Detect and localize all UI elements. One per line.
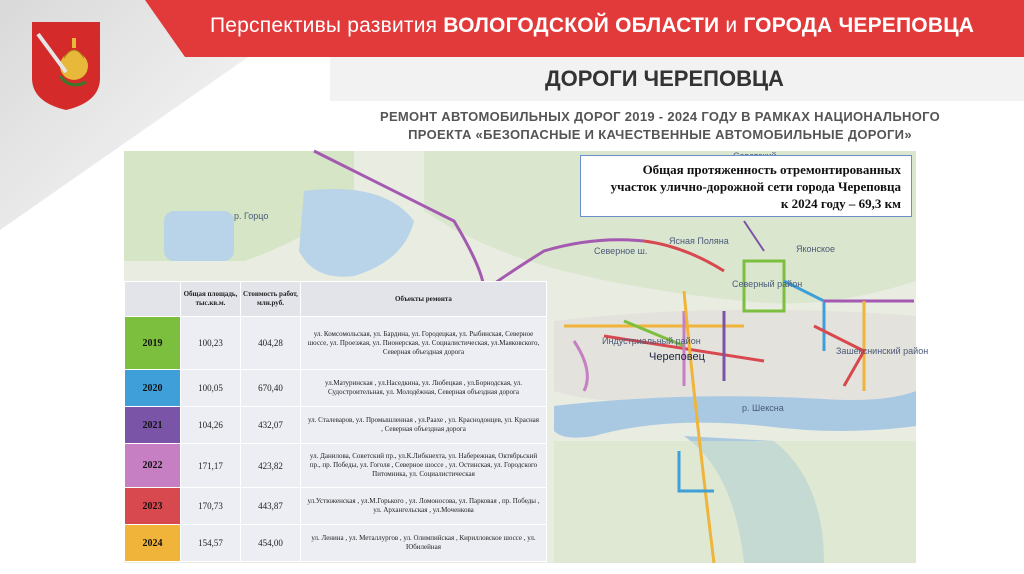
table-cell-year: 2020 bbox=[125, 370, 181, 407]
table-cell-cost: 454,00 bbox=[241, 525, 301, 562]
table-cell-objects: ул.Устюженская , ул.М.Горького , ул. Ломоносова, ул. Парковая , пр. Победы , ул. Архангельская , ул.Моченкова bbox=[301, 488, 547, 525]
table-row bbox=[125, 317, 547, 370]
table-cell-objects: ул. Сталеваров, ул. Промышленная , ул.Раахе , ул. Краснодонцев, ул. Красная , Северная объездная дорога bbox=[301, 407, 547, 444]
table-header: Стоимость работ, млн.руб. bbox=[241, 282, 301, 317]
table-row bbox=[125, 525, 547, 562]
table-header: Объекты ремонта bbox=[301, 282, 547, 317]
table-cell-year: 2022 bbox=[125, 444, 181, 488]
info-line: Общая протяженность отремонтированных bbox=[642, 162, 901, 177]
map-label-severnoe-shosse: Северное ш. bbox=[594, 246, 648, 256]
table-cell-cost: 404,28 bbox=[241, 317, 301, 370]
table-row bbox=[125, 488, 547, 525]
table-cell-area: 100,23 bbox=[181, 317, 241, 370]
map-label-gorodok: р. Горцо bbox=[234, 211, 269, 221]
table-cell-cost: 423,82 bbox=[241, 444, 301, 488]
table-cell-area: 100,05 bbox=[181, 370, 241, 407]
map-label-industrial: Индустриальный район bbox=[602, 336, 701, 346]
total-length-info-box bbox=[580, 155, 912, 217]
table-row bbox=[125, 370, 547, 407]
table-cell-cost: 432,07 bbox=[241, 407, 301, 444]
subtitle-line: ПРОЕКТА «БЕЗОПАСНЫЕ И КАЧЕСТВЕННЫЕ АВТОМОБИЛЬНЫЕ ДОРОГИ» bbox=[408, 127, 912, 142]
table-cell-objects: ул.Матуринская , ул.Наседкина, ул. Любецкая , ул.Борнодская, ул. Судостроительная, ул. Молодёжная, Северная объездная дорога bbox=[301, 370, 547, 407]
table-row bbox=[125, 444, 547, 488]
table-cell-year: 2019 bbox=[125, 317, 181, 370]
map-label-sheksna: р. Шексна bbox=[742, 403, 784, 413]
table-header: Общая площадь, тыс.кв.м. bbox=[181, 282, 241, 317]
table-cell-cost: 443,87 bbox=[241, 488, 301, 525]
table-cell-year: 2023 bbox=[125, 488, 181, 525]
page-header-title: Перспективы развития ВОЛОГОДСКОЙ ОБЛАСТИ и ГОРОДА ЧЕРЕПОВЦА bbox=[210, 14, 975, 37]
table-header-row bbox=[125, 282, 547, 317]
subtitle-line: РЕМОНТ АВТОМОБИЛЬНЫХ ДОРОГ 2019 - 2024 ГОДУ В РАМКАХ НАЦИОНАЛЬНОГО bbox=[379, 109, 941, 124]
table-cell-objects: ул. Комсомольская, ул. Бардина, ул. Городецкая, ул. Рыбинская, Северное шоссе, ул. Проезжая, ул. Пионерская, ул. Социалистическая, ул.Маяковского, Северная объездная дорога bbox=[301, 317, 547, 370]
coat-of-arms-emblem bbox=[30, 20, 102, 112]
table-cell-objects: ул. Данилова, Советский пр., ул.К.Либкнехта, ул. Набережная, Октябрьский пр., пр. Победы, ул. Гоголя , Северное шоссе , ул. Остинская, ул. Городского Питомника, ул. Социалистическая bbox=[301, 444, 547, 488]
table-cell-area: 171,17 bbox=[181, 444, 241, 488]
subtitle bbox=[340, 108, 980, 144]
section-title-bar bbox=[330, 57, 1024, 101]
repair-table bbox=[124, 281, 547, 562]
map-label-zasheksninsky: Зашекснинский район bbox=[836, 346, 929, 356]
info-line: к 2024 году – 69,3 км bbox=[780, 196, 901, 211]
map-label-yasnaya-polyana: Ясная Поляна bbox=[669, 236, 729, 246]
table-cell-year: 2021 bbox=[125, 407, 181, 444]
section-title: ДОРОГИ ЧЕРЕПОВЦА bbox=[545, 66, 784, 91]
table-cell-year: 2024 bbox=[125, 525, 181, 562]
info-line: участок улично-дорожной сети города Череповца bbox=[610, 179, 901, 194]
table-cell-area: 154,57 bbox=[181, 525, 241, 562]
map-label-cherepovets: Череповец bbox=[649, 351, 705, 363]
map-label-yakonskoe: Яконское bbox=[796, 244, 836, 254]
table-cell-objects: ул. Ленина , ул. Металлургов , ул. Олимпийская , Кирилловское шоссе , ул. Юбилейная bbox=[301, 525, 547, 562]
table-cell-area: 170,73 bbox=[181, 488, 241, 525]
table-row bbox=[125, 407, 547, 444]
table-cell-area: 104,26 bbox=[181, 407, 241, 444]
map-label-severny-rayon: Северный район bbox=[732, 279, 803, 289]
table-cell-cost: 670,40 bbox=[241, 370, 301, 407]
table-header bbox=[125, 282, 181, 317]
